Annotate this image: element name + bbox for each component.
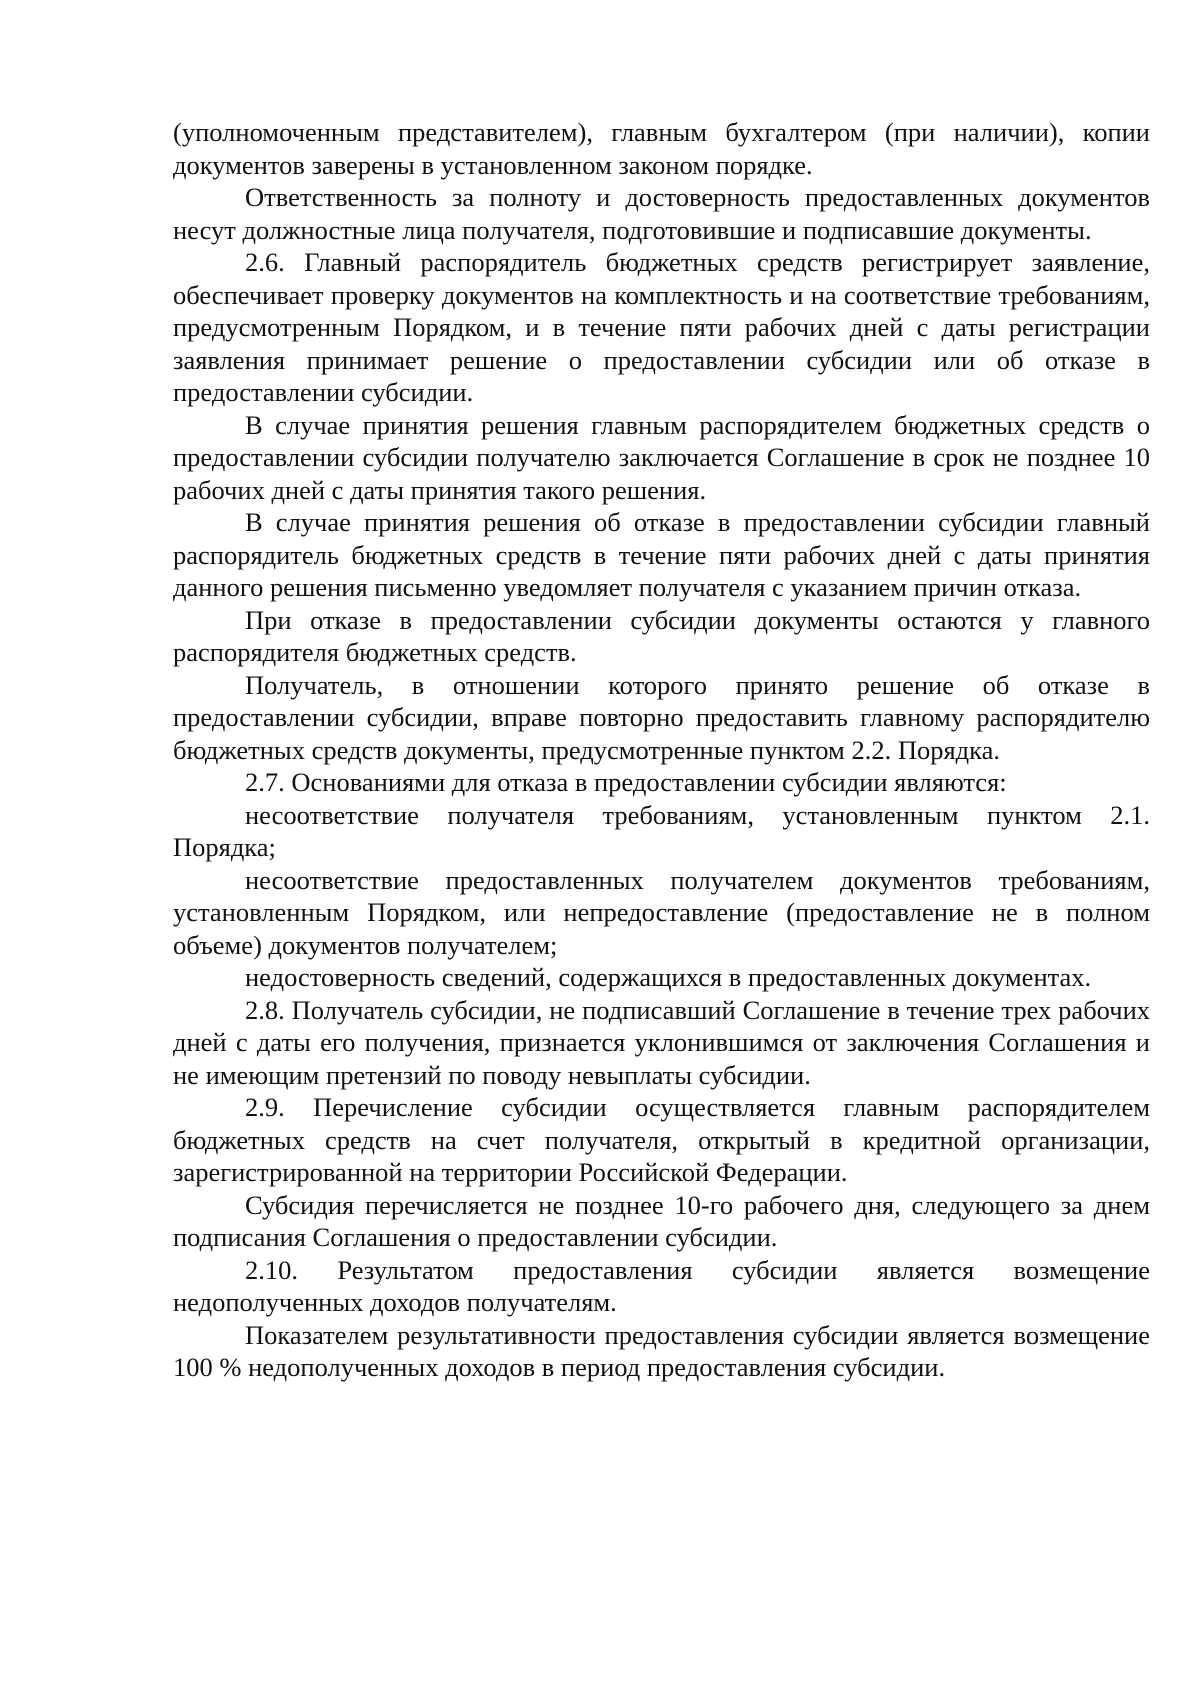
paragraph-9: несоответствие получателя требованиям, установленным пунктом 2.1. Порядка; xyxy=(173,799,1150,862)
paragraph-3: 2.6. Главный распорядитель бюджетных средств регистрирует заявление, обеспечивает проверку документов на комплектность и на соответствие требованиям, предусмотренным Порядком, и в течение пяти рабочих дней с даты регистрации заявления принимает решение о предоставлении субсидии или об отказе в предоставлении субсидии. xyxy=(173,247,1150,407)
paragraph-5: В случае принятия решения об отказе в предоставлении субсидии главный распорядитель бюджетных средств в течение пяти рабочих дней с даты принятия данного решения письменно уведомляет получателя с указанием причин отказа. xyxy=(173,507,1150,602)
paragraph-10: несоответствие предоставленных получателем документов требованиям, установленным Порядком, или непредоставление (предоставление не в полном объеме) документов получателем; xyxy=(173,864,1150,960)
document-page xyxy=(173,116,1150,1384)
paragraph-4: В случае принятия решения главным распорядителем бюджетных средств о предоставлении субсидии получателю заключается Соглашение в срок не позднее 10 рабочих дней с даты принятия такого решения. xyxy=(173,409,1150,505)
paragraph-11: недостоверность сведений, содержащихся в предоставленных документах. xyxy=(245,962,1092,992)
paragraph-7: Получатель, в отношении которого принято решение об отказе в предоставлении субсидии, вправе повторно предоставить главному распорядителю бюджетных средств документы, предусмотренные пунктом 2.2. Порядка. xyxy=(173,669,1150,765)
paragraph-14: Субсидия перечисляется не позднее 10-го рабочего дня, следующего за днем подписания Соглашения о предоставлении субсидии. xyxy=(173,1189,1150,1252)
paragraph-15: 2.10. Результатом предоставления субсидии является возмещение недополученных доходов получателям. xyxy=(173,1254,1150,1317)
paragraph-6: При отказе в предоставлении субсидии документы остаются у главного распорядителя бюджетных средств. xyxy=(173,604,1150,667)
paragraph-13: 2.9. Перечисление субсидии осуществляется главным распорядителем бюджетных средств на счет получателя, открытый в кредитной организации, зарегистрированной на территории Российской Федерации. xyxy=(173,1092,1150,1187)
paragraph-8: 2.7. Основаниями для отказа в предоставлении субсидии являются: xyxy=(245,767,1007,797)
paragraph-1: (уполномоченным представителем), главным бухгалтером (при наличии), копии документов заверены в установленном законом порядке. xyxy=(173,117,1150,180)
paragraph-16: Показателем результативности предоставления субсидии является возмещение 100 % недополученных доходов в период предоставления субсидии. xyxy=(173,1319,1150,1382)
paragraph-12: 2.8. Получатель субсидии, не подписавший Соглашение в течение трех рабочих дней с даты его получения, признается уклонившимся от заключения Соглашения и не имеющим претензий по поводу невыплаты субсидии. xyxy=(173,994,1150,1090)
paragraph-2: Ответственность за полноту и достоверность предоставленных документов несут должностные лица получателя, подготовившие и подписавшие документы. xyxy=(173,182,1150,245)
